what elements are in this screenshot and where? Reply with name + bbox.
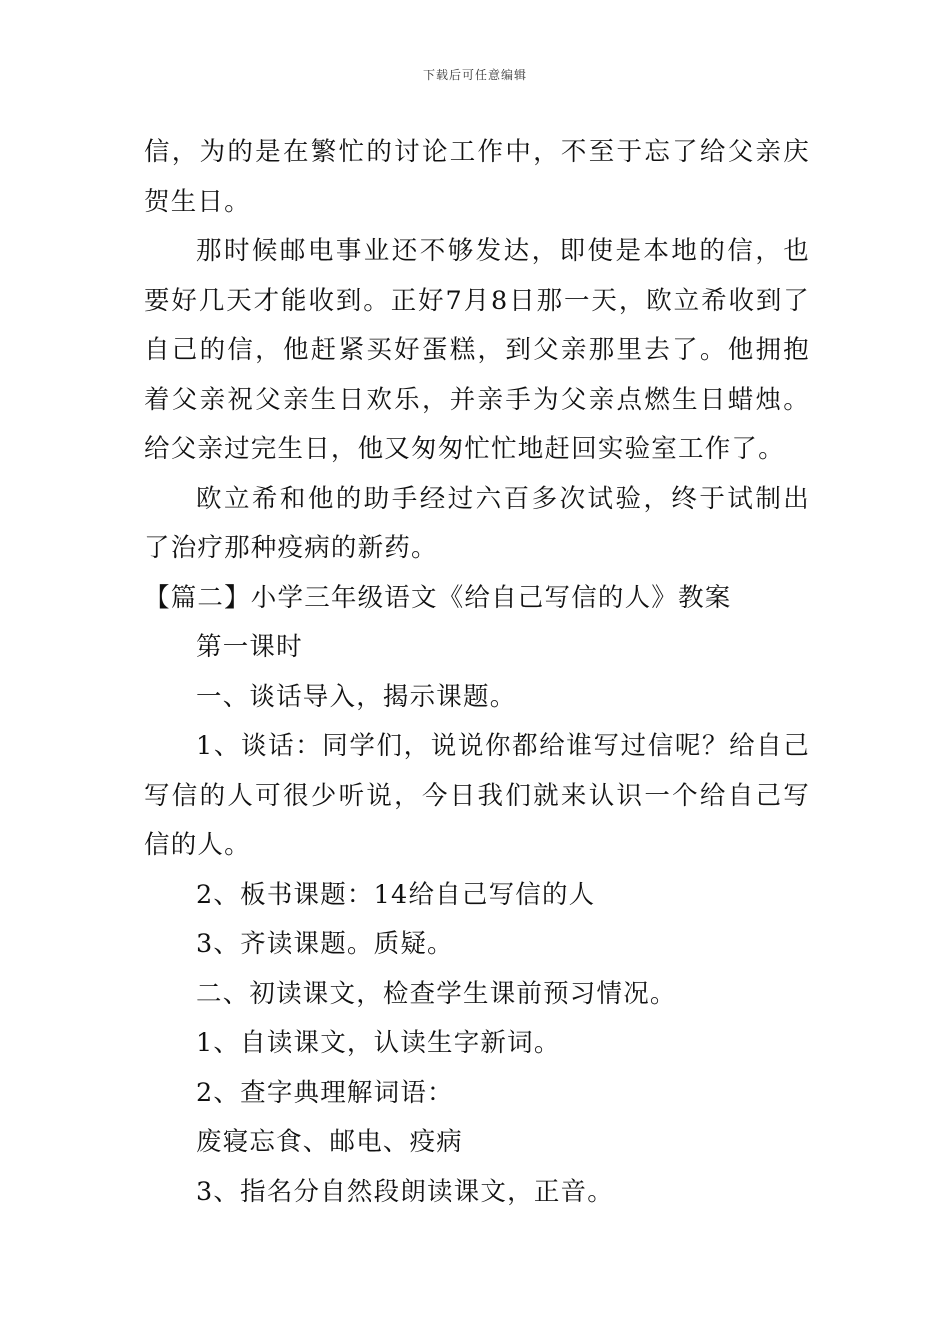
paragraph: 3、指名分自然段朗读课文，正音。 <box>196 1176 614 1207</box>
document-body <box>144 128 810 1217</box>
paragraph: 一、谈话导入，揭示课题。 <box>196 681 517 712</box>
section-heading: 【篇二】小学三年级语文《给自己写信的人》教案 <box>144 582 732 613</box>
paragraph: 废寝忘食、邮电、疫病 <box>196 1127 464 1157</box>
paragraph: 那时候邮电事业还不够发达，即使是本地的信，也要好几天才能收到。正好7月8日那一天，欧立希收到了自己的信，他赶紧买好蛋糕，到父亲那里去了。他拥抱着父亲祝父亲生日欢乐，并亲手为父亲点燃生日蜡烛。给父亲过完生日，他又匆匆忙忙地赶回实验室工作了。 <box>144 236 810 464</box>
paragraph: 信，为的是在繁忙的讨论工作中，不至于忘了给父亲庆贺生日。 <box>144 137 810 217</box>
paragraph: 1、自读课文，认读生字新词。 <box>196 1028 561 1058</box>
paragraph: 3、齐读课题。质疑。 <box>196 929 454 959</box>
paragraph: 2、板书课题：14给自己写信的人 <box>196 879 596 910</box>
paragraph: 2、查字典理解词语： <box>196 1077 454 1108</box>
paragraph: 欧立希和他的助手经过六百多次试验，终于试制出了治疗那种疫病的新药。 <box>144 483 810 563</box>
page-header: 下载后可任意编辑 <box>422 68 527 82</box>
paragraph: 1、谈话：同学们，说说你都给谁写过信呢？给自己写信的人可很少听说，今日我们就来认识一个给自己写信的人。 <box>144 731 810 860</box>
lesson-title: 第一课时 <box>196 632 303 662</box>
paragraph: 二、初读课文，检查学生课前预习情况。 <box>196 978 677 1009</box>
